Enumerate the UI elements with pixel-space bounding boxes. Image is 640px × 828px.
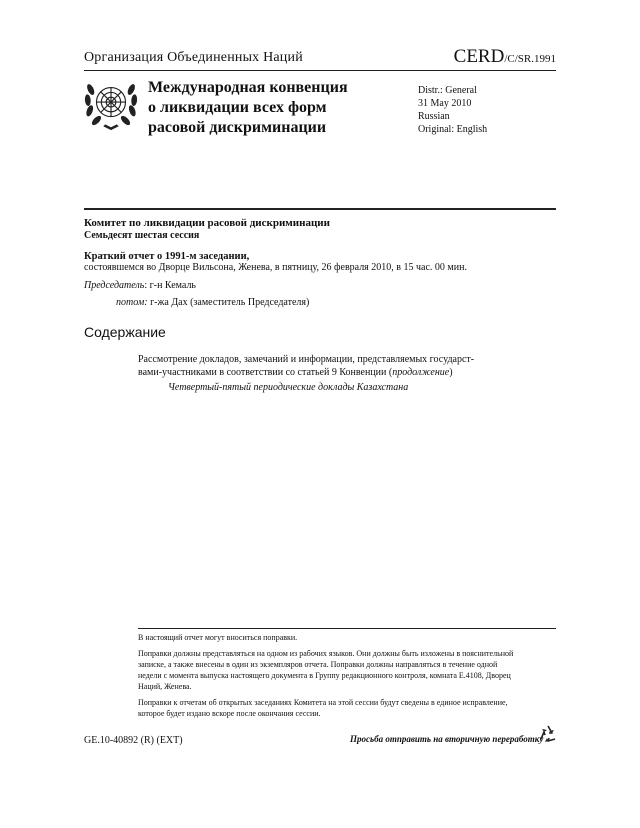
distribution-language: Russian: [418, 111, 450, 122]
agenda-line-suffix: ): [449, 367, 453, 378]
footer-divider: [138, 628, 556, 629]
agenda-subitem: Четвертый-пятый периодические доклады Казахстана: [168, 382, 409, 393]
recycle-text: Просьба отправить на вторичную переработку: [350, 734, 544, 744]
convention-title: [148, 78, 398, 138]
chair-row: [84, 280, 196, 291]
distribution-original: Original: English: [418, 124, 488, 135]
title-divider: [84, 208, 556, 210]
then-chair-row: [116, 297, 309, 308]
symbol-main: CERD: [453, 46, 505, 67]
organization-name: Организация Объединенных Наций: [84, 50, 303, 65]
session-name: Семьдесят шестая сессия: [84, 230, 200, 241]
agenda-continued: продолжение: [392, 367, 450, 378]
symbol-suffix: /C/SR.1991: [504, 53, 556, 65]
document-symbol: [454, 46, 556, 68]
agenda-line-prefix: вами-участниками в соответствии со статьей 9 Конвенции (: [138, 367, 393, 378]
agenda-line: Рассмотрение докладов, замечаний и информации, представляемых государст-: [138, 354, 475, 365]
distribution-block: [418, 84, 487, 136]
convention-title-line: расовой дискриминации: [148, 119, 327, 136]
chair-label: Председатель: [84, 280, 145, 291]
then-label: потом:: [116, 297, 148, 308]
header-divider: [84, 70, 556, 71]
footer-note: Поправки к отчетам об открытых заседаниях Комитета на этой сессии будут сведены в единое исправление, которое будет издано вскоре после окончания сессии.: [138, 698, 508, 718]
chair-name: г-н Кемаль: [149, 280, 196, 291]
then-name: г-жа Дах (заместитель Председателя): [150, 297, 310, 308]
chair-colon: :: [144, 280, 150, 291]
recycle-icon: [538, 724, 558, 744]
agenda-item: [138, 353, 518, 379]
convention-title-line: Международная конвенция: [148, 79, 348, 96]
un-emblem-icon: [82, 76, 140, 134]
document-number: GE.10-40892 (R) (EXT): [84, 735, 183, 746]
distribution-date: 31 May 2010: [418, 98, 472, 109]
agenda-line: [138, 366, 518, 379]
committee-name: Комитет по ликвидации расовой дискриминации: [84, 217, 330, 229]
distribution-type: Distr.: General: [418, 85, 477, 96]
report-held: состоявшемся во Дворце Вильсона, Женева, в пятницу, 26 февраля 2010, в 15 час. 00 мин.: [84, 262, 467, 273]
footer-note: В настоящий отчет могут вноситься поправки.: [138, 633, 298, 642]
convention-title-line: о ликвидации всех форм: [148, 99, 327, 116]
report-title: Краткий отчет о 1991-м заседании,: [84, 251, 250, 262]
contents-heading: Содержание: [84, 324, 166, 340]
footer-note: Поправки должны представляться на одном из рабочих языков. Они должны быть изложены в пояснительной записке, а также внесены в один из экземпляров отчета. Поправки должны направляться в течение одной недели с момента выпуска настоящего документа в Группу редакционного контроля, комната E.4108, Дворец Наций, Женева.: [138, 649, 514, 691]
